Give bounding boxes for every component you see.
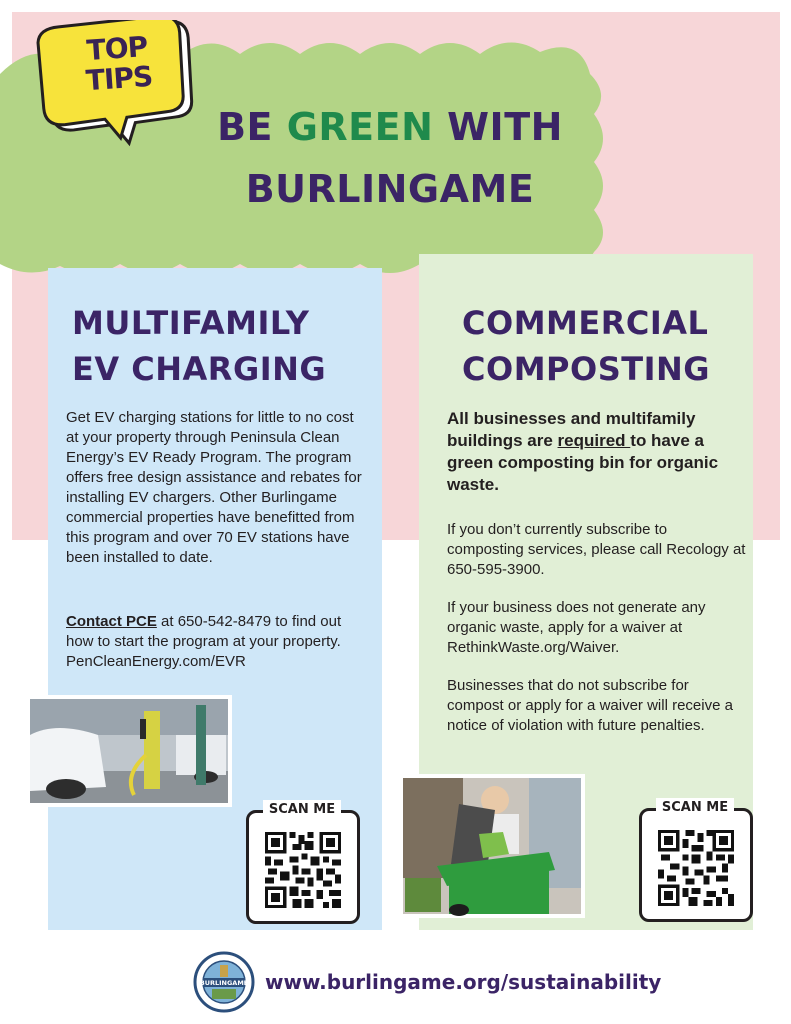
contact-pce-link[interactable]: Contact PCE [66, 613, 157, 630]
lead-required: required [557, 431, 631, 450]
seal-text: BURLINGAME [199, 979, 249, 987]
scan-me-label: SCAN ME [263, 800, 341, 820]
ev-title-line2: EV CHARGING [72, 350, 327, 388]
composting-lead [447, 408, 747, 496]
headline-be: BE [217, 105, 287, 149]
badge-line2: TIPS [84, 59, 154, 98]
scan-me-label: SCAN ME [656, 798, 734, 818]
ev-charging-title [72, 300, 372, 392]
ev-photo-illustration [26, 695, 232, 807]
compost-photo-illustration [399, 774, 585, 918]
top-tips-text [56, 30, 180, 98]
compost-title-line1: COMMERCIAL [462, 304, 709, 342]
composting-paragraph-2: If your business does not generate any organic waste, apply for a waiver at RethinkWaste.org/Waiver. [447, 599, 706, 656]
qr-code-icon[interactable] [265, 832, 341, 908]
composting-paragraph-1: If you don’t currently subscribe to composting services, please call Recology at 650-595-3900. [447, 521, 746, 578]
compost-title-line2: COMPOSTING [462, 350, 711, 388]
qr-code-icon[interactable] [658, 830, 734, 906]
badge-line1: TOP [85, 29, 149, 68]
ev-paragraph: Get EV charging stations for little to no cost at your property through Peninsula Clean Energy’s EV Ready Program. The program offers free design assistance and rebates for installing EV chargers. Other Burlingame commercial properties have benefitted from this program and over 70 EV stations have been installed to date. [66, 409, 362, 566]
headline-green: GREEN [286, 105, 434, 149]
lead-part-a: All businesses and multifamily buildings are [447, 409, 696, 450]
headline-line1 [205, 96, 575, 158]
headline-with: WITH [433, 105, 563, 149]
burlingame-city-seal [192, 951, 256, 1013]
composting-title [462, 300, 752, 392]
scan-me-box-ev[interactable] [246, 802, 360, 924]
scan-me-box-compost[interactable] [639, 800, 753, 922]
ev-title-line1: MULTIFAMILY [72, 304, 310, 342]
lead-part-b: to have a green composting bin for organic waste. [447, 431, 719, 494]
ev-contact-text: at 650-542-8479 to find out how to start the program at your property. PenCleanEnergy.com/EVR [66, 613, 342, 670]
headline-line2: BURLINGAME [245, 167, 535, 211]
ev-contact-paragraph [66, 612, 366, 672]
sustainability-url[interactable]: www.burlingame.org/sustainability [265, 970, 662, 994]
page-headline [205, 96, 575, 220]
ev-charger-photo [26, 695, 232, 807]
composting-paragraph-3: Businesses that do not subscribe for compost or apply for a waiver will receive a notice of violation with future penalties. [447, 677, 733, 734]
compost-bin-photo [399, 774, 585, 918]
